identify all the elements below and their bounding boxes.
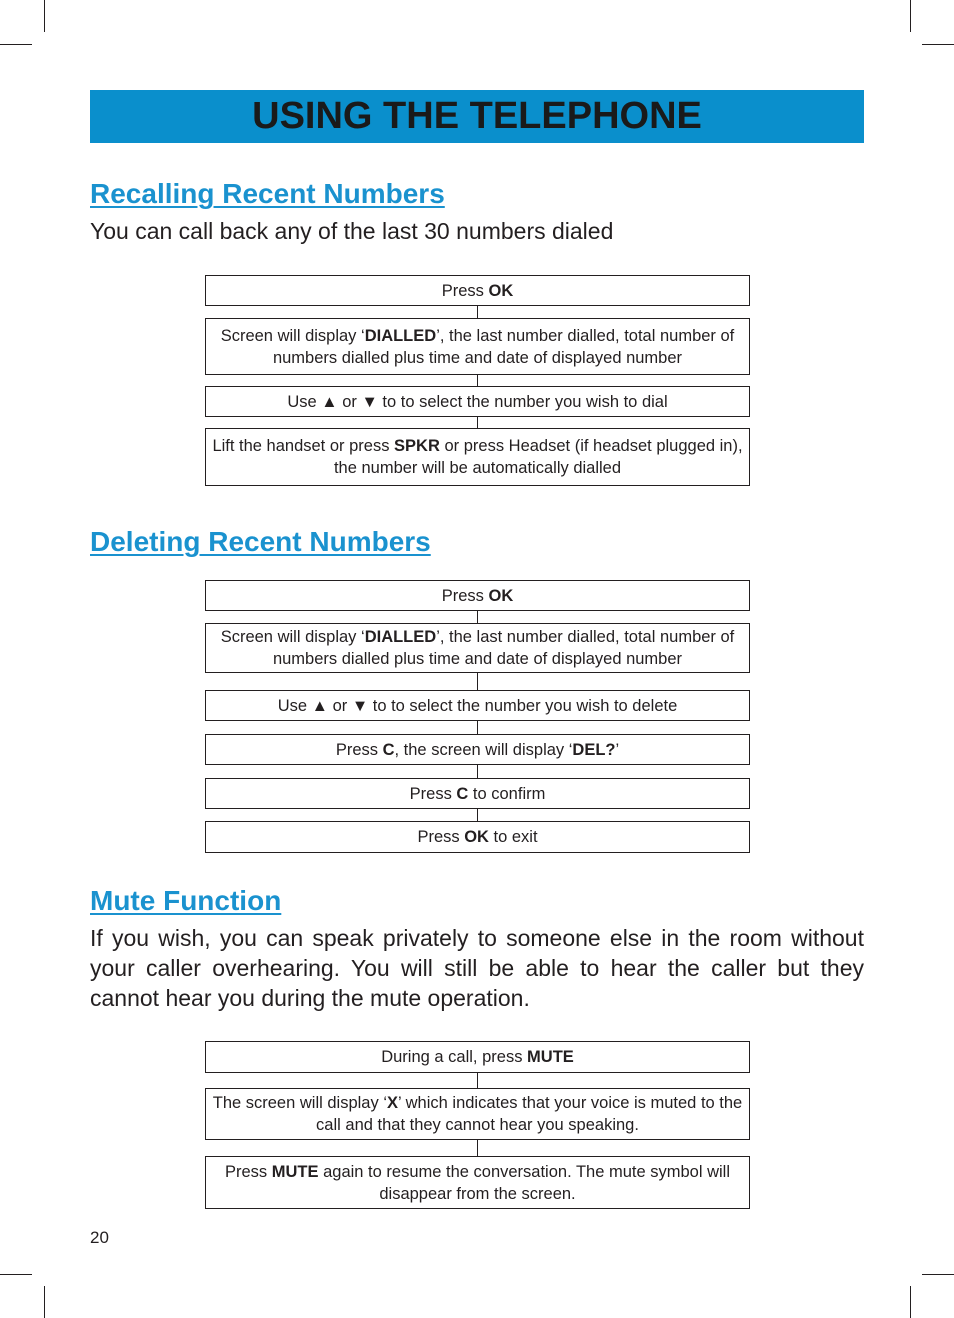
crop-mark <box>910 0 911 32</box>
mute-flowchart <box>205 1041 750 1209</box>
crop-mark <box>910 1286 911 1318</box>
flow-connector <box>477 306 478 318</box>
crop-mark <box>44 1286 45 1318</box>
crop-mark <box>0 44 32 45</box>
flow-step: The screen will display ‘X’ which indicates that your voice is muted to the call and that they cannot hear you speaking. <box>205 1088 750 1140</box>
crop-mark <box>44 0 45 32</box>
crop-mark <box>922 44 954 45</box>
recall-intro: You can call back any of the last 30 numbers dialed <box>90 218 614 244</box>
flow-step: Press OK <box>205 580 750 611</box>
recall-flowchart <box>205 275 750 486</box>
flow-step: Press C to confirm <box>205 778 750 809</box>
section-title-delete: Deleting Recent Numbers <box>90 526 431 557</box>
delete-flowchart <box>205 580 750 853</box>
flow-step: Screen will display ‘DIALLED’, the last number dialled, total number of numbers dialled plus time and date of displayed number <box>205 318 750 375</box>
flow-connector <box>477 721 478 734</box>
flow-step: Press C, the screen will display ‘DEL?’ <box>205 734 750 765</box>
flow-connector <box>477 809 478 821</box>
flow-connector <box>477 611 478 623</box>
flow-connector <box>477 417 478 428</box>
crop-mark <box>922 1274 954 1275</box>
header-banner <box>90 90 864 143</box>
section-title-mute: Mute Function <box>90 885 282 916</box>
flow-connector <box>477 673 478 690</box>
mute-paragraph: If you wish, you can speak privately to someone else in the room without your caller overhearing. You will still be able to hear the caller but they cannot hear you during the mute operation. <box>90 925 864 1011</box>
flow-step: Press OK <box>205 275 750 306</box>
section-title-recall: Recalling Recent Numbers <box>90 178 445 209</box>
flow-connector <box>477 375 478 386</box>
flow-connector <box>477 1073 478 1088</box>
page-title: USING THE TELEPHONE <box>252 95 702 137</box>
flow-step: Use ▲ or ▼ to to select the number you wish to delete <box>205 690 750 721</box>
flow-step: Press MUTE again to resume the conversation. The mute symbol will disappear from the screen. <box>205 1156 750 1209</box>
flow-step: Screen will display ‘DIALLED’, the last number dialled, total number of numbers dialled plus time and date of displayed number <box>205 623 750 673</box>
flow-step: Press OK to exit <box>205 821 750 853</box>
page-number: 20 <box>90 1228 109 1247</box>
flow-connector <box>477 1140 478 1156</box>
flow-step: During a call, press MUTE <box>205 1041 750 1073</box>
flow-step: Lift the handset or press SPKR or press Headset (if headset plugged in), the number will be automatically dialled <box>205 428 750 486</box>
crop-mark <box>0 1274 32 1275</box>
flow-connector <box>477 765 478 778</box>
flow-step: Use ▲ or ▼ to to select the number you wish to dial <box>205 386 750 417</box>
